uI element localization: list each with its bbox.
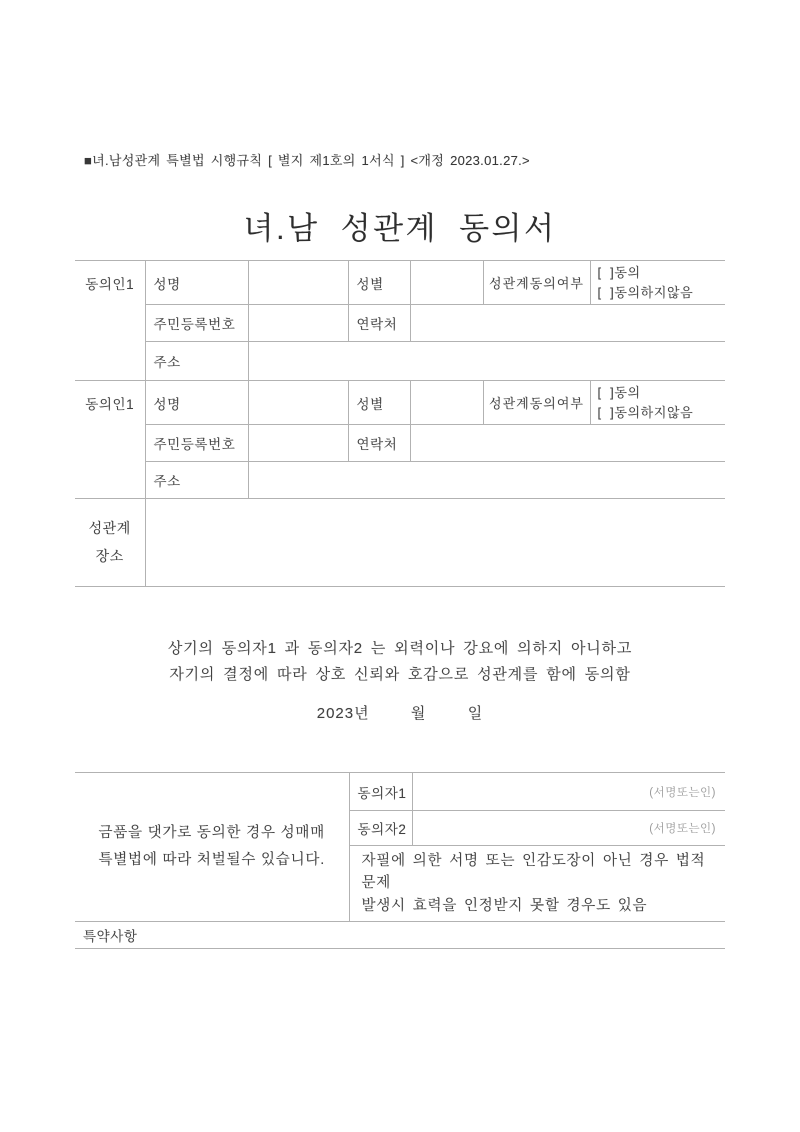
party1-consent-option-agree: [ ]동의 [597,265,641,280]
party2-consent-option-disagree: [ ]동의하지않음 [597,404,694,420]
consent-info-table [75,260,725,587]
intercourse-place-label [75,499,145,587]
party1-consent-options-cell [590,261,725,305]
party2-contact-value-cell [410,425,725,462]
party2-contact-label: 연락처 [348,425,410,462]
party1-address-value-cell [248,342,725,381]
signer2-label: 동의자2 [349,811,412,846]
signature-validity-note-line1: 자필에 의한 서명 또는 인감도장이 아닌 경우 법적문제 [361,853,706,892]
party1-name-value-cell [248,261,348,305]
signature-validity-note-line2: 발생시 효력을 인정받지 못할 경우도 있음 [361,897,648,914]
penalty-warning-line2: 특별법에 따라 처벌될수 있습니다. [98,852,326,869]
party2-address-value-cell [248,462,725,499]
penalty-warning-line1: 금품을 댓가로 동의한 경우 성매매 [98,825,326,842]
party2-gender-label: 성별 [348,381,410,425]
party2-consent-options-cell [590,381,725,425]
party2-consent-option-agree: [ ]동의 [597,385,641,400]
party2-resident-id-value-cell [248,425,348,462]
place-label-line1: 성관계 [88,520,131,537]
party1-address-label: 주소 [145,342,248,381]
party1-consent-option-disagree: [ ]동의하지않음 [597,284,694,300]
signer1-signature-cell: (서명또는인) [412,773,725,811]
declaration-paragraph [0,636,800,688]
signer1-label: 동의자1 [349,773,412,811]
party1-gender-label: 성별 [348,261,410,305]
signature-validity-note-cell [349,846,725,922]
party1-consent-status-label: 성관계동의여부 [483,261,590,305]
document-title: 녀.남 성관계 동의서 [243,211,557,246]
party2-role-cell: 동의인1 [75,381,145,499]
party2-name-label: 성명 [145,381,248,425]
intercourse-place-value-cell [145,499,725,587]
signer2-signature-cell: (서명또는인) [412,811,725,846]
party2-name-value-cell [248,381,348,425]
special-terms-cell: 특약사항 [75,922,725,949]
party2-address-label: 주소 [145,462,248,499]
penalty-warning-cell [75,773,349,922]
party2-gender-value-cell [410,381,483,425]
party1-resident-id-label: 주민등록번호 [145,305,248,342]
party2-resident-id-label: 주민등록번호 [145,425,248,462]
party1-contact-value-cell [410,305,725,342]
party1-name-label: 성명 [145,261,248,305]
party1-gender-value-cell [410,261,483,305]
date-line: 2023년 월 일 [316,705,484,722]
party1-role-cell: 동의인1 [75,261,145,381]
signature-table [75,772,725,949]
party1-resident-id-value-cell [248,305,348,342]
declaration-line2: 자기의 결정에 따라 상호 신뢰와 호감으로 성관계를 함에 동의함 [169,666,631,683]
party2-consent-status-label: 성관계동의여부 [483,381,590,425]
regulation-header-note: ■녀.남성관계 특별법 시행규칙 [ 별지 제1호의 1서식 ] <개정 2023.01.27.> [84,153,530,168]
party1-contact-label: 연락처 [348,305,410,342]
declaration-line1: 상기의 동의자1 과 동의자2 는 외력이나 강요에 의하지 아니하고 [167,640,633,657]
place-label-line2: 장소 [95,547,124,564]
